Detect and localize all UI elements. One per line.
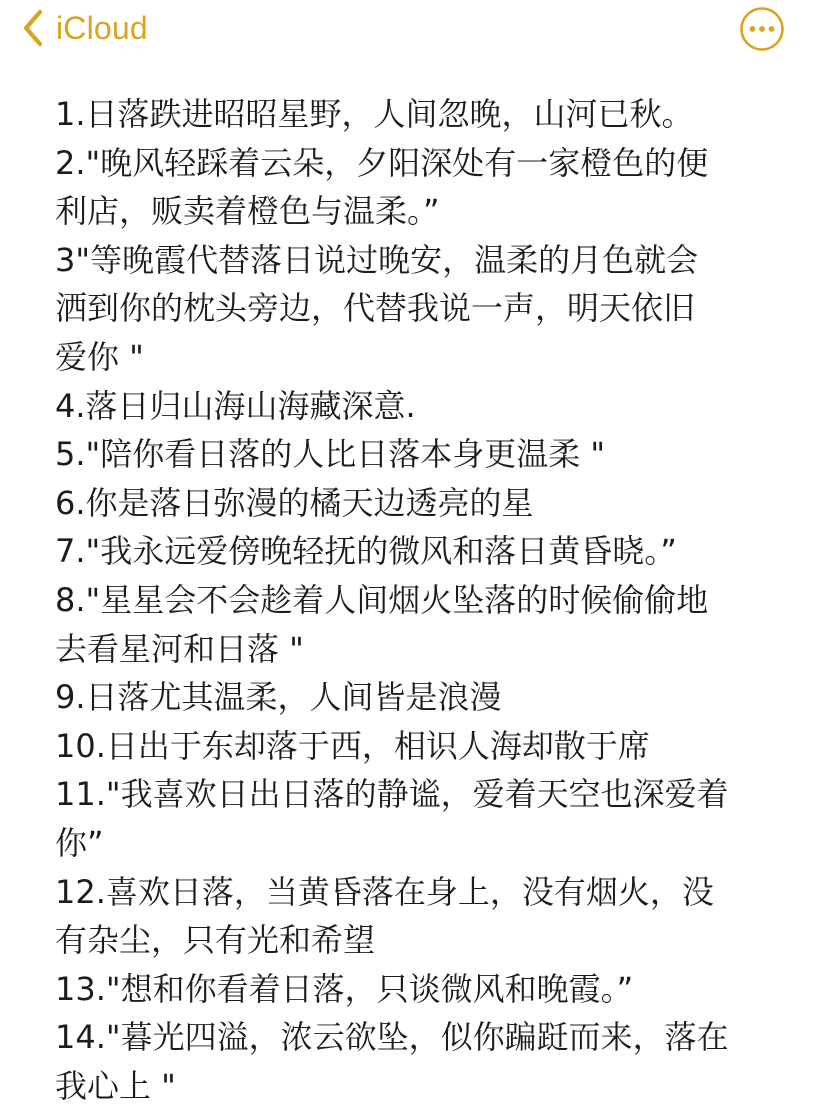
note-line: 10.日出于东却落于西，相识人海却散于席 — [55, 726, 650, 765]
note-line: 12.喜欢日落，当黄昏落在身上，没有烟火，没 — [55, 872, 714, 911]
note-line: 爱你 " — [55, 337, 144, 376]
note-line: 14."暮光四溢，浓云欲坠，似你蹁跹而来，落在 — [55, 1018, 729, 1057]
navigation-bar — [0, 0, 828, 60]
note-line: 洒到你的枕头旁边，代替我说一声，明天依旧 — [55, 289, 696, 328]
note-line: 2."晚风轻踩着云朵，夕阳深处有一家橙色的便 — [55, 143, 709, 182]
note-line: 9.日落尤其温柔，人间皆是浪漫 — [55, 678, 502, 717]
back-label: iCloud — [56, 9, 148, 46]
note-line: 你” — [55, 823, 104, 862]
note-line: 3"等晚霞代替落日说过晚安，温柔的月色就会 — [55, 240, 699, 279]
note-line: 我心上 " — [55, 1066, 176, 1105]
note-line: 4.落日归山海山海藏深意. — [55, 386, 416, 425]
note-line: 有杂尘，只有光和希望 — [55, 921, 376, 960]
chevron-left-icon — [22, 9, 44, 47]
note-body[interactable] — [55, 90, 790, 1110]
note-line: 7."我永远爱傍晚轻抚的微风和落日黄昏晓。” — [55, 532, 677, 571]
ellipsis-circle-icon — [739, 6, 785, 52]
note-line: 利店，贩卖着橙色与温柔。” — [55, 192, 440, 231]
back-button[interactable] — [22, 8, 148, 48]
note-line: 11."我喜欢日出日落的静谧，爱着天空也深爱着 — [55, 775, 729, 814]
note-line: 8."星星会不会趁着人间烟火坠落的时候偷偷地 — [55, 580, 709, 619]
more-options-button[interactable] — [739, 6, 785, 52]
note-line: 13."想和你看着日落，只谈微风和晚霞。” — [55, 969, 634, 1008]
note-line: 5."陪你看日落的人比日落本身更温柔 " — [55, 435, 606, 474]
note-line: 去看星河和日落 " — [55, 629, 304, 668]
note-line: 1.日落跌进昭昭星野，人间忽晚，山河已秋。 — [55, 95, 694, 133]
note-line: 6.你是落日弥漫的橘天边透亮的星 — [55, 483, 534, 522]
